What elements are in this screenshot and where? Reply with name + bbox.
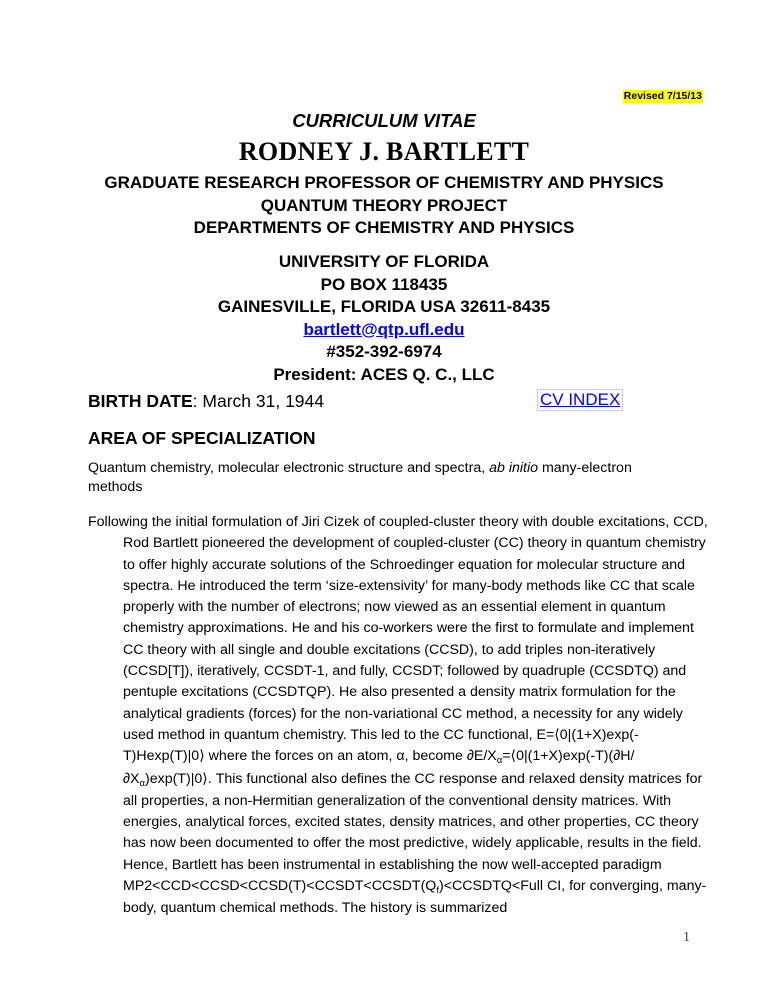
curriculum-vitae-title: CURRICULUM VITAE: [292, 110, 476, 131]
birth-date-value: March 31, 1944: [202, 391, 325, 411]
specialization-text-post: many-electron methods: [88, 460, 632, 495]
biography-text-part-4: )<CCSDTQ<Full CI, for converging, many-body, quantum chemical methods. The history is summarized: [123, 878, 707, 917]
revised-date-stamp: Revised 7/15/13: [623, 90, 702, 102]
specialization-text-pre: Quantum chemistry, molecular electronic structure and spectra,: [88, 460, 490, 476]
email-line: [0, 319, 768, 342]
biography-text-part-1: Following the initial formulation of Jiri Cizek of coupled-cluster theory with double excitations, CCD, Rod Bartlett pioneered the development of coupled-cluster (CC) theory in quantum chemistry to offer highly accurate solutions of the Schroedinger equation for molecular structure and spectra. He introduced the term ‘size-extensivity’ for many-body methods like CC that scale properly with the number of electrons; now viewed as an essential element in quantum chemistry approximations. He and his co-workers were the first to formulate and implement CC theory with all single and double excitations (CCSD), to add triples non-iteratively (CCSD[T]), iteratively, CCSDT-1, and fully, CCSDT; followed by quadruple (CCSDTQ) and pentuple excitations (CCSDTQP). He also presented a density matrix formulation for the analytical gradients (forces) for the non-variational CC method, a necessity for any widely used method in quantum chemistry. This led to the CC functional, E=⟨0|(1+X)exp(-T)Hexp(T)|0⟩ where the forces on an atom, α, become ∂E/X: [88, 514, 708, 765]
birth-date-separator: :: [192, 391, 203, 411]
birth-date-row: [88, 391, 688, 417]
phone-line: #352-392-6974: [326, 342, 442, 361]
affiliation-block: [0, 172, 768, 240]
specialization-paragraph: [88, 459, 676, 496]
cv-index-link[interactable]: CV INDEX: [537, 389, 623, 411]
affiliation-line-1: GRADUATE RESEARCH PROFESSOR OF CHEMISTRY AND PHYSICS: [104, 173, 664, 192]
birth-date-label: BIRTH DATE: [88, 391, 193, 411]
section-heading-area-of-specialization: AREA OF SPECIALIZATION: [88, 428, 316, 448]
formula-subscript-f: f: [436, 885, 439, 897]
president-line: President: ACES Q. C., LLC: [273, 364, 495, 384]
formula-subscript-alpha-1: α: [496, 755, 503, 767]
affiliation-line-2: QUANTUM THEORY PROJECT: [260, 195, 508, 215]
address-block: [0, 251, 768, 386]
revised-stamp-row: [0, 86, 703, 104]
address-line-pobox: PO BOX 118435: [320, 274, 448, 294]
page-number: 1: [683, 930, 690, 945]
address-line-university: UNIVERSITY OF FLORIDA: [278, 252, 490, 271]
affiliation-line-3: DEPARTMENTS OF CHEMISTRY AND PHYSICS: [193, 218, 575, 237]
person-name-heading: RODNEY J. BARTLETT: [238, 137, 530, 166]
address-line-city: GAINESVILLE, FLORIDA USA 32611-8435: [217, 297, 551, 316]
specialization-text-italic: ab initio: [489, 460, 538, 476]
biography-paragraph: [88, 512, 715, 920]
biography-text-part-2: =⟨0|(1+X)exp(-T)(∂H/∂X: [123, 748, 635, 787]
formula-subscript-alpha-2: α: [139, 777, 145, 789]
email-link[interactable]: bartlett@qtp.ufl.edu: [303, 319, 465, 339]
biography-text-part-3: )exp(T)|0⟩. This functional also defines the CC response and relaxed density matrices for all properties, a non-Hermitian generalization of the conventional density matrices. With energies, analytical forces, excited states, density matrices, and other properties, CC theory has now been documented to offer the most predictive, widely applicable, results in the field. Hence, Bartlett has been instrumental in establishing the now well-accepted paradigm MP2<CCD<CCSD<CCSD(T)<CCSDT<CCSDT(Q: [123, 770, 703, 895]
